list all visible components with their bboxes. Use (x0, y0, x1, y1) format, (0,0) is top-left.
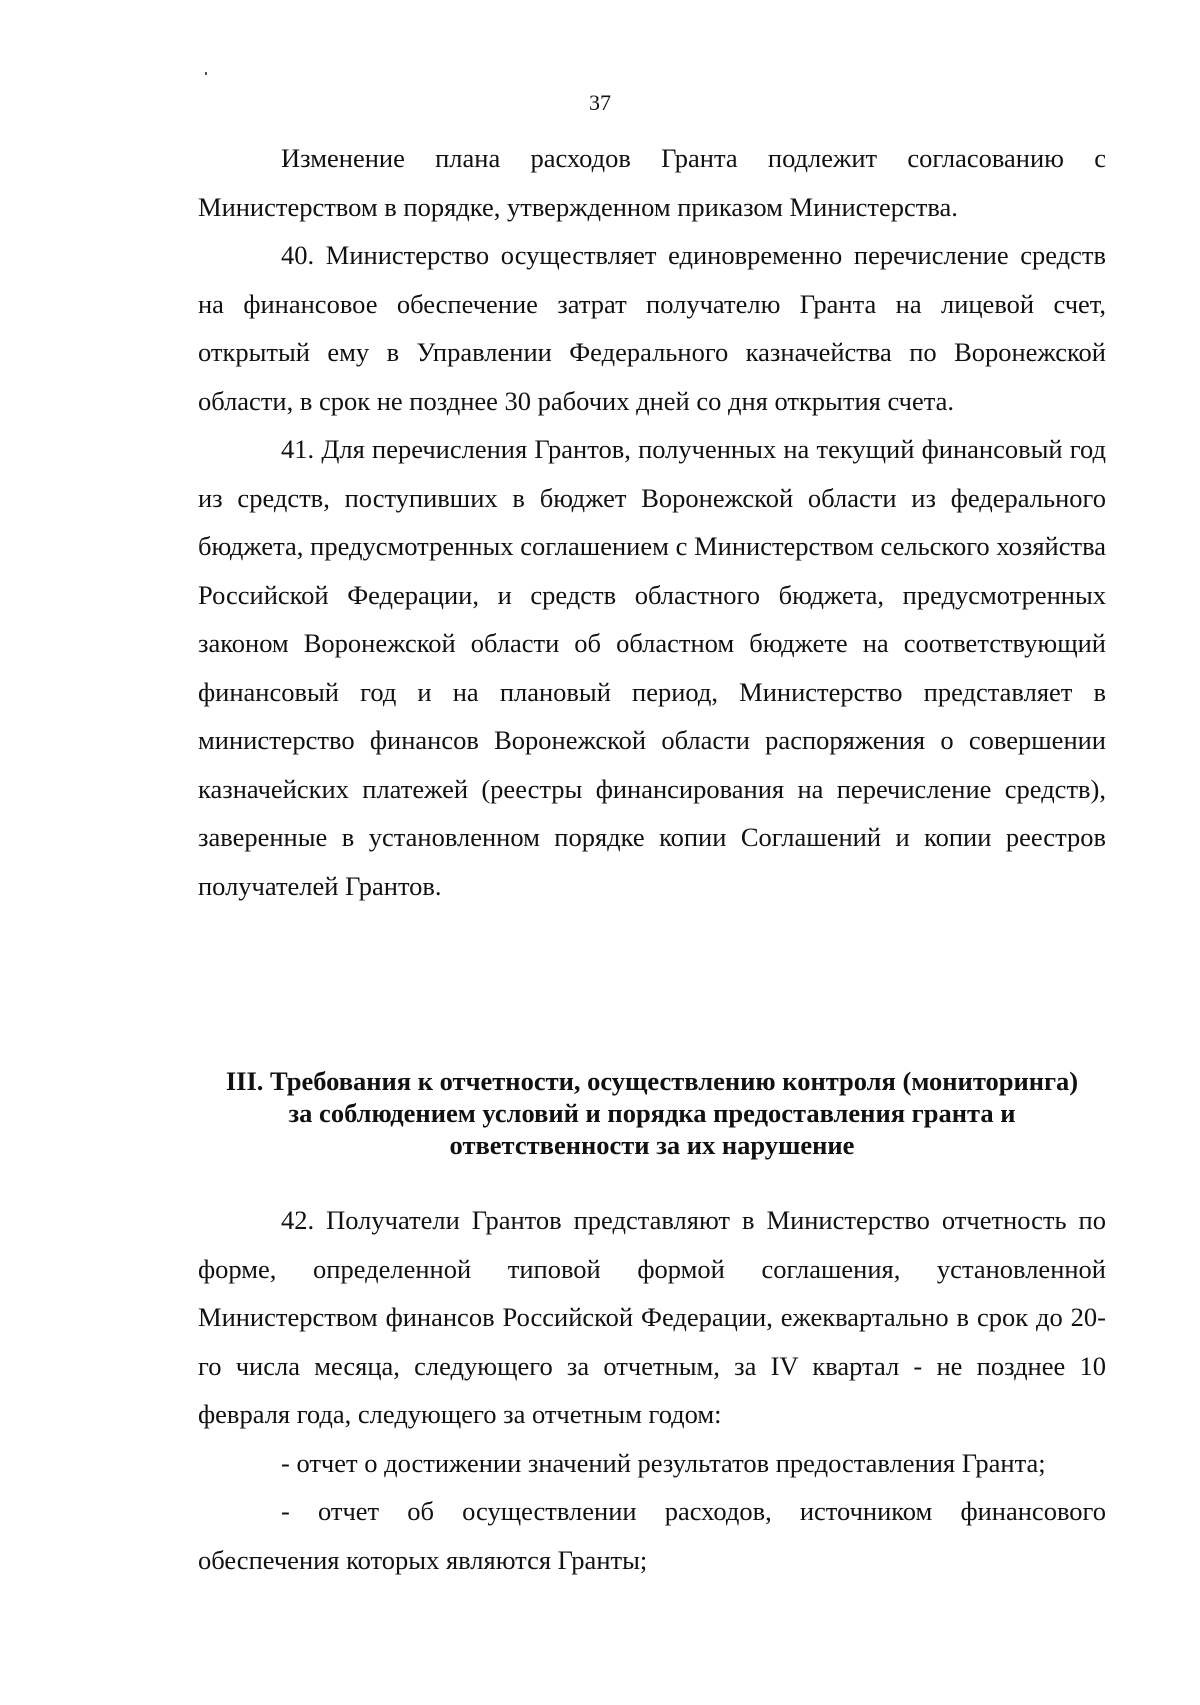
list-item-report-expenses: - отчет об осуществлении расходов, источником финансового обеспечения которых являются Гранты; (198, 1496, 1106, 1575)
list-item-report-results: - отчет о достижении значений результатов предоставления Гранта; (281, 1447, 1046, 1478)
scan-speck (205, 72, 207, 75)
heading-line-1: III. Требования к отчетности, осуществлению контроля (мониторинга) (225, 1066, 1079, 1096)
paragraph-plan-change: Изменение плана расходов Гранта подлежит согласованию с Министерством в порядке, утвержденном приказом Министерства. (198, 143, 1106, 222)
heading-line-2: за соблюдением условий и порядка предоставления гранта и (288, 1098, 1016, 1128)
paragraph-40: 40. Министерство осуществляет единовременно перечисление средств на финансовое обеспечение затрат получателю Гранта на лицевой счет, открытый ему в Управлении Федерального казначейства по Воронежской области, в срок не позднее 30 рабочих дней со дня открытия счета. (198, 240, 1106, 416)
section-heading (198, 1065, 1106, 1161)
text-block-bottom (198, 1196, 1106, 1584)
paragraph-41: 41. Для перечисления Грантов, полученных на текущий финансовый год из средств, поступивших в бюджет Воронежской области из федерального бюджета, предусмотренных соглашением с Министерством сельского хозяйства Российской Федерации, и средств областного бюджета, предусмотренных законом Воронежской области об областном бюджете на соответствующий финансовый год и на плановый период, Министерство представляет в министерство финансов Воронежской области распоряжения о совершении казначейских платежей (реестры финансирования на перечисление средств), заверенные в установленном порядке копии Соглашений и копии реестров получателей Грантов. (198, 434, 1106, 901)
heading-line-3: ответственности за их нарушение (449, 1130, 855, 1160)
text-block-top (198, 134, 1106, 910)
paragraph-42: 42. Получатели Грантов представляют в Министерство отчетность по форме, определенной типовой формой соглашения, установленной Министерством финансов Российской Федерации, ежеквартально в срок до 20-го числа месяца, следующего за отчетным, за IV квартал - не позднее 10 февраля года, следующего за отчетным годом: (198, 1205, 1106, 1429)
page-number: 37 (589, 90, 611, 115)
